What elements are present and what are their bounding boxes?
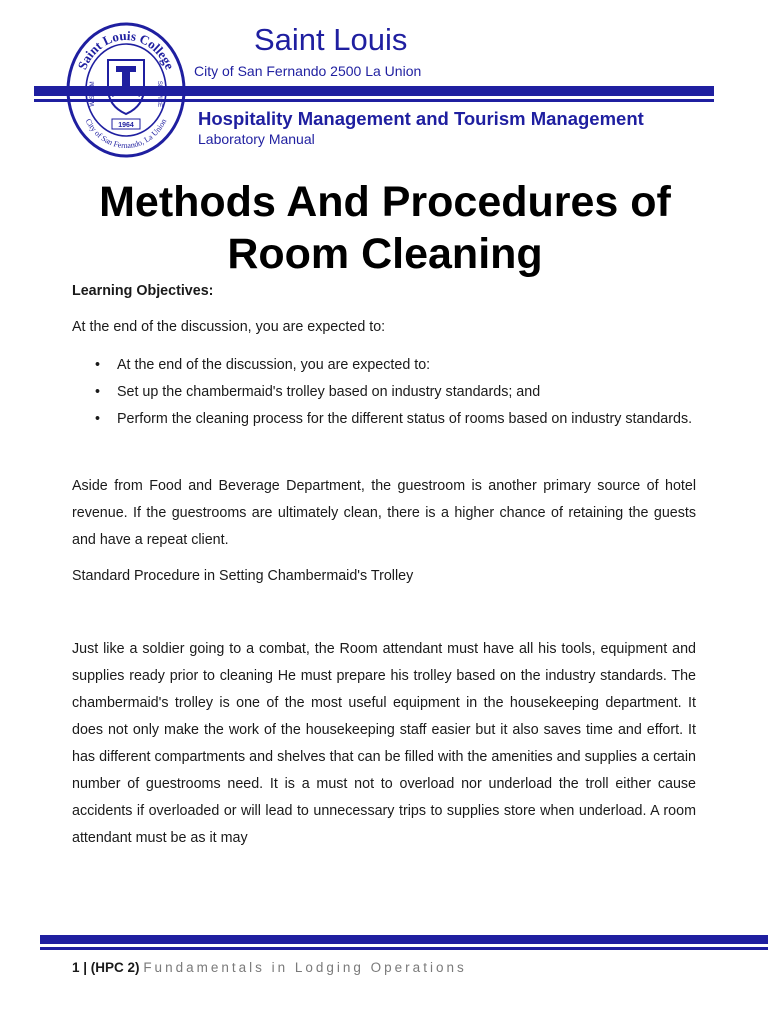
program-title: Hospitality Management and Tourism Management: [198, 108, 644, 129]
footer-rule-thin: [40, 947, 768, 950]
objectives-list: [72, 352, 696, 433]
bullet-icon: •: [95, 357, 101, 373]
page-number: 1 | (HPC 2): [72, 960, 140, 975]
school-address: City of San Fernando 2500 La Union: [194, 63, 422, 79]
section-heading: Standard Procedure in Setting Chambermaid's Trolley: [72, 568, 414, 584]
list-item: • At the end of the discussion, you are expected to:: [72, 352, 696, 379]
paragraph-revenue: Aside from Food and Beverage Department, the guestroom is another primary source of hotel revenue. If the guestrooms are ultimately clean, there is a higher chance of retaining the guests and have a repeat client.: [72, 478, 696, 548]
page-title: [40, 176, 730, 280]
list-item: • Perform the cleaning process for the different status of rooms based on industry standards.: [72, 406, 696, 433]
footer-rule-thick: [40, 935, 768, 944]
seal-text-bottom: City of San Fernando, La Union: [83, 117, 169, 151]
school-name: Saint Louis: [254, 22, 408, 57]
bullet-icon: •: [95, 384, 101, 400]
list-item: • Set up the chambermaid's trolley based on industry standards; and: [72, 379, 696, 406]
page-title-line2: Room Cleaning: [227, 230, 543, 278]
course-title: Fundamentals in Lodging Operations: [143, 960, 467, 975]
page-footer: [72, 960, 467, 975]
seal-text-top: Saint Louis College: [74, 27, 178, 72]
manual-label: Laboratory Manual: [198, 131, 315, 147]
page-title-line1: Methods And Procedures of: [99, 178, 671, 226]
bullet-icon: •: [95, 411, 101, 427]
objectives-intro: At the end of the discussion, you are expected to:: [72, 319, 386, 335]
objectives-heading: Learning Objectives:: [72, 283, 214, 299]
header-rule-thin: [34, 99, 714, 102]
header-rule-thick: [34, 86, 714, 96]
seal-year: 1964: [118, 122, 134, 129]
paragraph-trolley: Just like a soldier going to a combat, the Room attendant must have all his tools, equipment and supplies ready prior to cleaning He must prepare his trolley based on the industry standards. The chambermaid's trolley is one of the most useful equipment in the housekeeping department. It does not only make the work of the housekeeping staff easier but it also saves time and effort. It has different compartments and shelves that can be filled with the amenities and supplies a certain number of guestrooms need. It is a must not to overload nor underload the troll either cause accidents if overloaded or will lead to unnecessary trips to supplies store when underload. A room attendant must be as it may: [72, 641, 696, 846]
